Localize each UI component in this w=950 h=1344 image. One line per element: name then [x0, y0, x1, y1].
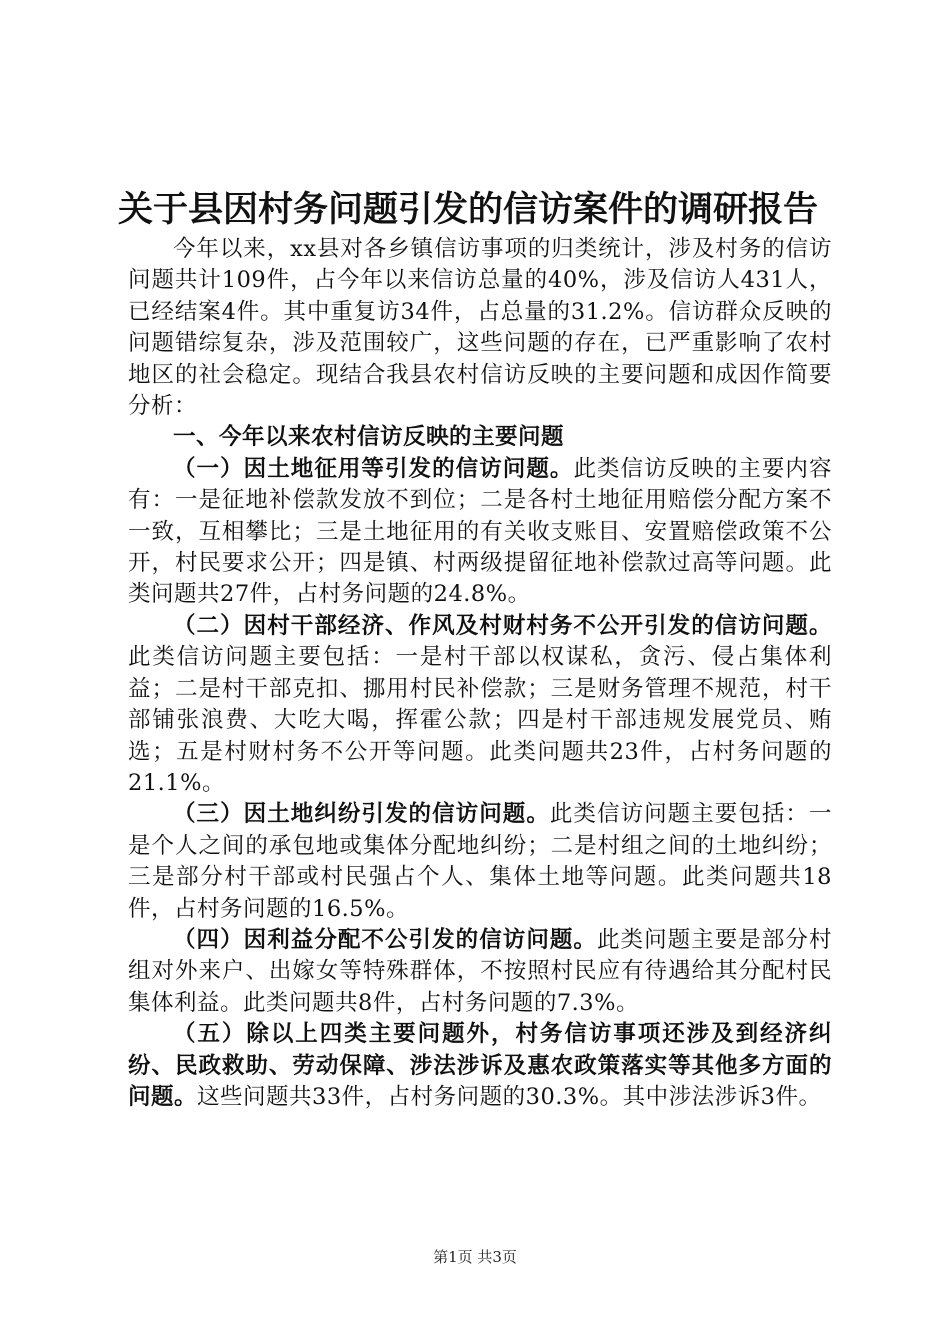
- item-paragraph-4: [128, 925, 832, 1019]
- document-title: 关于县因村务问题引发的信访案件的调研报告: [118, 190, 819, 230]
- item-lead: （二）因村干部经济、作风及村财村务不公开引发的信访问题。: [173, 612, 832, 639]
- item-lead: （一）因土地征用等引发的信访问题。: [173, 455, 574, 482]
- document-body: [128, 234, 832, 1113]
- item-lead: （五）除以上四类主要问题外，村务信访事项还涉及到经济纠纷、民政救助、劳动保障、涉法涉诉及惠农政策落实等其他多方面的问题。: [128, 1021, 832, 1110]
- item-lead: （三）因土地纠纷引发的信访问题。: [173, 801, 550, 828]
- item-paragraph-1: [128, 454, 832, 611]
- item-text: 此类信访反映的主要内容有：一是征地补偿款发放不到位；二是各村土地征用赔偿分配方案不一致，互相攀比；三是土地征用的有关收支账目、安置赔偿政策不公开，村民要求公开；四是镇、村两级提留征地补偿款过高等问题。此类问题共27件，占村务问题的24.8%。: [128, 455, 832, 608]
- item-lead: （四）因利益分配不公引发的信访问题。: [173, 926, 597, 953]
- intro-paragraph: 今年以来，xx县对各乡镇信访事项的归类统计，涉及村务的信访问题共计109件，占今年以来信访总量的40%，涉及信访人431人，已经结案4件。其中重复访34件，占总量的31.2%。信访群众反映的问题错综复杂，涉及范围较广，这些问题的存在，已严重影响了农村地区的社会稳定。现结合我县农村信访反映的主要问题和成因作简要分析：: [128, 236, 832, 420]
- item-paragraph-3: [128, 799, 832, 925]
- item-text: 此类问题主要是部分村组对外来户、出嫁女等特殊群体，不按照村民应有待遇给其分配村民集体利益。此类问题共8件，占村务问题的7.3%。: [128, 926, 832, 1016]
- item-paragraph-2: [128, 611, 832, 799]
- page-footer: 第1页 共3页: [433, 1248, 517, 1266]
- item-text: 此类信访问题主要包括：一是个人之间的承包地或集体分配地纠纷；二是村组之间的土地纠纷；三是部分村干部或村民强占个人、集体土地等问题。此类问题共18件，占村务问题的16.5%。: [128, 801, 832, 922]
- item-text: 这些问题共33件，占村务问题的30.3%。其中涉法涉诉3件。: [197, 1083, 822, 1110]
- item-text: 此类信访问题主要包括：一是村干部以权谋私，贪污、侵占集体利益；二是村干部克扣、挪用村民补偿款；三是财务管理不规范，村干部铺张浪费、大吃大喝，挥霍公款；四是村干部违规发展党员、贿选；五是村财村务不公开等问题。此类问题共23件，占村务问题的21.1%。: [128, 644, 832, 796]
- item-paragraph-5: [128, 1019, 832, 1113]
- section-heading: 一、今年以来农村信访反映的主要问题: [173, 424, 565, 451]
